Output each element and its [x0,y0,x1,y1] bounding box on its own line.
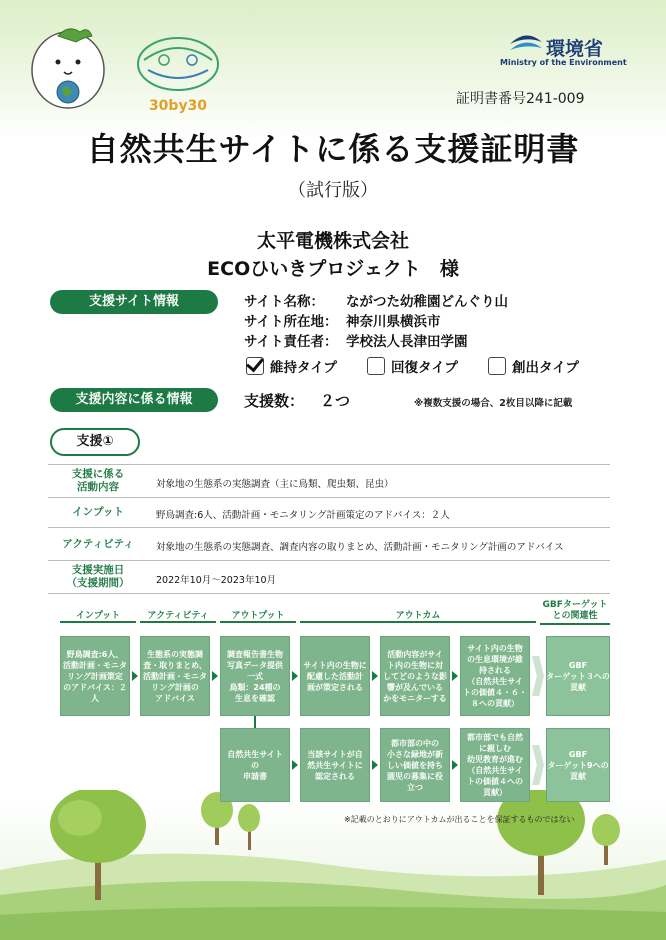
activity-value: 対象地の生態系の実態調査、調査内容の取りまとめ、活動計画・モニタリング計画のアドバイス [156,542,564,553]
flow-gbf-box-2: GBF ターゲット9への 貢献 [546,728,610,802]
table-row [48,561,610,594]
certificate-number: 証明書番号241-009 [456,91,585,107]
support-count-value: ２つ [320,392,351,410]
support-count-note: ※複数支援の場合、2枚目以降に記載 [414,398,573,409]
ministry-name-jp: 環境省 [546,38,604,60]
site-name-label: サイト名称： [244,294,325,310]
flow-header-output: アウトプット [231,611,285,621]
site-manager-row [244,330,468,350]
activity-content-value: 対象地の生態系の実態調査（主に鳥類、爬虫類、昆虫） [156,479,394,490]
support-count-label: 支援数： [244,392,305,410]
activity-content-label: 支援に係る 活動内容 [71,468,125,493]
30by30-logo-icon [130,30,226,120]
chevron-right-icon [532,745,544,785]
site-name-row [244,290,508,310]
flow-header-bar [300,621,536,623]
recipient-project: ECOひいきプロジェクト 様 [207,258,459,280]
site-manager-label: サイト責任者： [244,334,338,350]
flow-outcome-box-1b: 活動内容がサイ ト内の生物に対 してどのような影 響が及んでいる かをモニターする [380,636,450,716]
flow-arrow [212,671,218,681]
support-period-value: 2022年10月～2023年10月 [156,575,277,586]
ministry-emblem-icon [508,28,544,56]
input-label: インプット [72,506,124,518]
flow-activity-box: 生態系の実態調 査・取りまとめ、 活動計画・モニタ リング計画の アドバイス [140,636,210,716]
ministry-name-en: Ministry of the Environment [500,58,627,67]
flow-header-input: インプット [75,611,121,621]
flow-outcome-box-1c: サイト内の生物 の生息環境が維 持される （自然共生サイ トの価値４・６・ ８への貢献） [460,636,530,716]
creation-type-label: 創出タイプ [512,359,579,376]
site-info-heading: 支援サイト情報 [50,290,218,314]
maintenance-type-checkbox[interactable] [246,357,264,375]
table-row [48,497,610,528]
site-manager-value: 学校法人長津田学園 [346,334,468,350]
maintenance-type-label: 維持タイプ [270,359,337,376]
restoration-type-checkbox[interactable] [367,357,385,375]
chevron-right-icon [532,656,544,696]
site-type-options [246,355,579,376]
creation-type-checkbox[interactable] [488,357,506,375]
flow-header-bar [140,621,216,623]
flow-arrow [292,671,298,681]
support-info-heading: 支援内容に係る情報 [50,388,218,412]
flow-arrow [372,760,378,770]
flow-arrow [452,760,458,770]
flow-header-gbf: GBFターゲット との関連性 [542,600,608,621]
input-value: 野鳥調査:6人、活動計画・モニタリング計画策定のアドバイス：２人 [156,510,450,521]
site-name-value: ながつた幼稚園どんぐり山 [346,294,508,310]
logo-text: 30by30 [148,98,208,114]
flow-header-bar [220,621,296,623]
site-location-row [244,310,441,330]
mascot-character-icon [18,22,110,114]
flow-header-outcome: アウトカム [395,611,441,621]
restoration-type-label: 回復タイプ [391,359,458,376]
flow-outcome-box-2c: 都市部でも自然 に親しむ 幼児教育が進む （自然共生サイ トの価値４への 貢献） [460,728,530,802]
table-row [48,464,610,498]
support-count-row [244,390,350,411]
flow-output-box-1: 調査報告書生物 写真データ提供 一式 鳥類：24種の 生息を確認 [220,636,290,716]
site-location-value: 神奈川県横浜市 [346,314,441,330]
flow-outcome-box-1a: サイト内の生物に 配慮した活動計 画が策定される [300,636,370,716]
support-period-label: 支援実施日 （支援期間） [66,564,130,589]
recipient-company: 太平電機株式会社 [256,230,409,252]
flow-header-bar [540,623,610,625]
flow-arrow [132,671,138,681]
flow-arrow [292,760,298,770]
landscape-illustration [0,790,666,940]
activity-label: アクティビティ [62,538,134,550]
table-row [48,528,610,561]
flow-header-bar [60,621,136,623]
support-1-tab[interactable]: 支援① [50,428,140,456]
page-title: 自然共生サイトに係る支援証明書 [86,130,580,168]
flow-outcome-box-2a: 当該サイトが自 然共生サイトに 認定される [300,728,370,802]
flow-disclaimer: ※記載のとおりにアウトカムが出ることを保証するものではない [344,815,575,824]
site-location-label: サイト所在地： [244,314,338,330]
page-subtitle: （試行版） [288,180,378,201]
flow-outcome-box-2b: 都市部の中の 小さな緑地が新 しい価値を持ち 園児の募集に役 立つ [380,728,450,802]
flow-output-box-2: 自然共生サイト の 申請書 [220,728,290,802]
flow-input-box: 野鳥調査:6人、 活動計画・モニタ リング計画策定 のアドバイス：２ 人 [60,636,130,716]
flow-header-activity: アクティビティ [147,611,209,621]
flow-arrow [372,671,378,681]
flow-arrow [452,671,458,681]
flow-gbf-box-1: GBF ターゲット３への 貢献 [546,636,610,716]
